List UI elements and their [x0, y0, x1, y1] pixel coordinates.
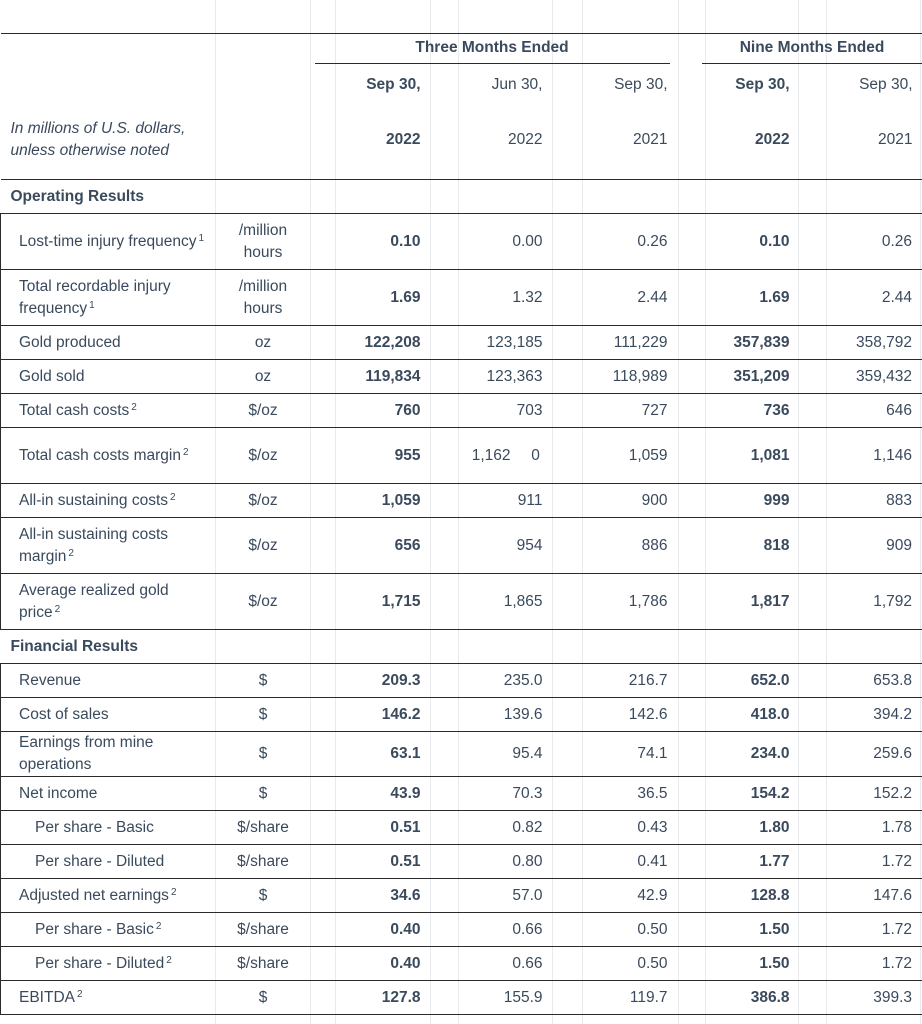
value: 886	[641, 536, 668, 554]
col-month-1: Sep 30,	[366, 75, 421, 93]
value: 656	[394, 536, 421, 554]
value-cell	[553, 732, 678, 777]
row-label-cell	[1, 574, 216, 630]
table-row	[1, 518, 922, 574]
value: 142.6	[628, 705, 668, 723]
row-label: Lost-time injury frequency	[19, 232, 197, 250]
value-cell	[311, 947, 431, 981]
row-unit: $/oz	[216, 518, 311, 574]
value-cell	[553, 394, 678, 428]
section-title: Operating Results	[1, 180, 922, 214]
value: 909	[886, 536, 913, 554]
value: 0.66	[512, 954, 543, 972]
value-cell	[678, 360, 800, 394]
table-row	[1, 326, 922, 360]
table-row	[1, 777, 922, 811]
value: 216.7	[628, 671, 668, 689]
value: 34.6	[390, 886, 421, 904]
row-label: Total recordable injury frequency	[19, 277, 171, 317]
value: 0.00	[512, 232, 543, 250]
value: 118,989	[612, 367, 668, 385]
value: 0.26	[881, 232, 913, 250]
value-cell	[311, 428, 431, 484]
row-label: Per share - Basic	[35, 818, 154, 836]
value: 1.72	[881, 954, 913, 972]
row-label-cell	[1, 518, 216, 574]
row-label-cell	[1, 777, 216, 811]
value: 646	[886, 401, 913, 419]
row-unit: $/oz	[216, 394, 311, 428]
value: 955	[394, 446, 421, 464]
value: 1,146	[873, 446, 913, 464]
value: 63.1	[390, 745, 421, 762]
row-unit: $/oz	[216, 484, 311, 518]
value: 399.3	[873, 988, 913, 1006]
value: 1,786	[628, 592, 668, 610]
header-month-row	[1, 68, 922, 102]
value: 0.82	[512, 818, 543, 836]
units-note: In millions of U.S. dollars, unless otherwise noted	[10, 120, 186, 160]
table-row	[1, 698, 922, 732]
value-cell	[678, 270, 800, 326]
row-unit: $/oz	[216, 428, 311, 484]
value-cell	[800, 574, 922, 630]
value-cell	[553, 428, 678, 484]
value: 74.1	[637, 745, 668, 762]
table-row	[1, 732, 922, 777]
value-cell	[678, 777, 800, 811]
value-cell	[678, 326, 800, 360]
col-year-5: 2021	[800, 102, 922, 180]
value-cell	[553, 698, 678, 732]
value: 111,229	[613, 333, 668, 351]
value: 0.41	[637, 852, 668, 870]
value-cell	[553, 518, 678, 574]
header-group-row	[1, 34, 922, 68]
table-row	[1, 913, 922, 947]
value-cell	[678, 879, 800, 913]
value-cell	[800, 484, 922, 518]
value-cell	[553, 360, 678, 394]
value: 154.2	[750, 784, 790, 802]
table-row	[1, 947, 922, 981]
value-cell	[431, 913, 553, 947]
value: 147.6	[873, 886, 913, 904]
footnote-ref: 2	[166, 954, 172, 966]
value-cell	[553, 326, 678, 360]
value: 1,162	[471, 446, 511, 464]
row-label-cell	[1, 845, 216, 879]
value-cell	[431, 879, 553, 913]
value-cell	[800, 879, 922, 913]
value-cell	[553, 879, 678, 913]
row-label-cell	[1, 270, 216, 326]
row-label: All-in sustaining costs	[19, 491, 169, 509]
value-cell	[311, 777, 431, 811]
value-cell	[431, 732, 553, 777]
value: 727	[641, 401, 668, 419]
value: 234.0	[750, 745, 790, 762]
row-label: Per share - Basic	[35, 920, 154, 938]
col-year-4: 2022	[678, 102, 800, 180]
value: 0.10	[390, 232, 421, 250]
value-cell	[311, 981, 431, 1015]
value-cell	[800, 360, 922, 394]
row-label: Adjusted net earnings	[19, 886, 169, 904]
value: 42.9	[637, 886, 668, 904]
row-label: All-in sustaining costs margin	[19, 525, 169, 565]
row-label-cell	[1, 913, 216, 947]
value: 357,839	[733, 333, 790, 351]
row-label-cell	[1, 698, 216, 732]
value: 36.5	[637, 784, 668, 802]
table-row	[1, 845, 922, 879]
cell-marker: 0	[531, 446, 540, 464]
table-row	[1, 394, 922, 428]
value: 1,792	[873, 592, 913, 610]
value: 0.80	[512, 852, 543, 870]
value-cell	[678, 394, 800, 428]
table-row	[1, 270, 922, 326]
value: 119,834	[365, 367, 421, 385]
value-cell	[678, 981, 800, 1015]
value-cell	[800, 326, 922, 360]
value: 2.44	[881, 288, 913, 306]
value: 1.72	[881, 852, 913, 870]
table-row	[1, 664, 922, 698]
value-cell	[311, 879, 431, 913]
table-row	[1, 574, 922, 630]
value-cell	[431, 777, 553, 811]
row-unit: $	[216, 698, 311, 732]
value-cell	[800, 394, 922, 428]
row-unit: $/share	[216, 947, 311, 981]
value-cell	[431, 845, 553, 879]
row-label: Total cash costs	[19, 401, 130, 419]
value-cell	[431, 981, 553, 1015]
value: 0.26	[637, 232, 668, 250]
value: 653.8	[873, 671, 913, 689]
row-label: Total cash costs margin	[19, 446, 181, 464]
value: 1,059	[628, 446, 668, 464]
row-unit: oz	[216, 326, 311, 360]
value: 139.6	[503, 705, 543, 723]
col-month-5: Sep 30,	[859, 75, 913, 93]
col-month-3: Sep 30,	[614, 75, 668, 93]
value-cell	[311, 326, 431, 360]
value: 386.8	[750, 988, 790, 1006]
value-cell	[800, 664, 922, 698]
value: 0.43	[637, 818, 668, 836]
value: 1,817	[750, 592, 790, 610]
row-label-cell	[1, 428, 216, 484]
value: 1,081	[750, 446, 790, 464]
value: 1.80	[759, 818, 790, 836]
value: 155.9	[503, 988, 543, 1006]
section-title: Financial Results	[1, 630, 922, 664]
value: 235.0	[503, 671, 543, 689]
value-cell	[311, 484, 431, 518]
value: 0.50	[637, 954, 668, 972]
col-month-2: Jun 30,	[491, 75, 543, 93]
value-cell	[431, 428, 553, 484]
value: 43.9	[390, 784, 421, 802]
three-months-header: Three Months Ended	[315, 37, 670, 64]
value-cell	[678, 428, 800, 484]
value-cell	[431, 811, 553, 845]
value-cell	[678, 698, 800, 732]
value: 0.50	[637, 920, 668, 938]
value: 418.0	[750, 705, 790, 723]
value-cell	[311, 574, 431, 630]
table-row	[1, 811, 922, 845]
value-cell	[678, 732, 800, 777]
value: 900	[641, 491, 668, 509]
value: 122,208	[364, 333, 421, 351]
row-label-cell	[1, 732, 216, 777]
value: 259.6	[873, 745, 913, 762]
value: 0.40	[390, 954, 421, 972]
row-label: Net income	[19, 784, 98, 802]
value: 2.44	[637, 288, 668, 306]
row-unit: $	[216, 981, 311, 1015]
value: 123,363	[486, 367, 543, 385]
row-label-cell	[1, 981, 216, 1015]
row-label: Per share - Diluted	[35, 852, 165, 870]
value-cell	[800, 732, 922, 777]
value: 999	[763, 491, 790, 509]
value-cell	[553, 270, 678, 326]
value-cell	[311, 394, 431, 428]
value-cell	[431, 518, 553, 574]
table-row	[1, 484, 922, 518]
value-cell	[800, 845, 922, 879]
row-unit: $	[216, 777, 311, 811]
table-row	[1, 981, 922, 1015]
row-label: Gold sold	[19, 367, 85, 385]
value-cell	[678, 913, 800, 947]
row-unit: $/share	[216, 845, 311, 879]
row-unit: $	[216, 732, 311, 777]
footnote-ref: 1	[89, 299, 95, 311]
value-cell	[678, 811, 800, 845]
value-cell	[311, 270, 431, 326]
col-month-4: Sep 30,	[735, 75, 790, 93]
value: 57.0	[512, 886, 543, 904]
value-cell	[431, 214, 553, 270]
value: 0.51	[390, 818, 421, 836]
value-cell	[431, 664, 553, 698]
value: 1.32	[512, 288, 543, 306]
value: 911	[517, 491, 543, 509]
value: 359,432	[856, 367, 913, 385]
footnote-ref: 2	[170, 886, 177, 898]
value: 351,209	[733, 367, 790, 385]
footnote-ref: 2	[131, 401, 137, 413]
row-label-cell	[1, 947, 216, 981]
value: 1,715	[381, 592, 421, 610]
col-year-1: 2022	[311, 102, 431, 180]
row-label: Average realized gold price	[19, 581, 169, 621]
value: 652.0	[750, 671, 790, 689]
footnote-ref: 1	[198, 232, 205, 244]
value-cell	[800, 270, 922, 326]
value-cell	[311, 214, 431, 270]
section-header-row	[1, 630, 922, 664]
value-cell	[678, 574, 800, 630]
value: 1.69	[759, 288, 790, 306]
value-cell	[431, 484, 553, 518]
value-cell	[431, 698, 553, 732]
table-row	[1, 879, 922, 913]
value: 209.3	[381, 671, 421, 689]
value-cell	[311, 360, 431, 394]
row-label-cell	[1, 360, 216, 394]
table-row	[1, 214, 922, 270]
value-cell	[311, 811, 431, 845]
value: 0.66	[512, 920, 543, 938]
value-cell	[553, 913, 678, 947]
value-cell	[553, 981, 678, 1015]
value: 1.78	[881, 818, 913, 836]
row-label-cell	[1, 326, 216, 360]
value: 703	[516, 401, 543, 419]
value-cell	[800, 811, 922, 845]
value-cell	[553, 947, 678, 981]
value: 1.72	[881, 920, 913, 938]
row-label: Cost of sales	[19, 705, 109, 723]
footnote-ref: 2	[68, 547, 74, 559]
value-cell	[800, 214, 922, 270]
nine-months-header: Nine Months Ended	[702, 37, 922, 64]
value: 358,792	[856, 333, 913, 351]
value: 0.10	[759, 232, 790, 250]
value-cell	[311, 845, 431, 879]
value-cell	[678, 664, 800, 698]
value-cell	[431, 326, 553, 360]
value: 123,185	[486, 333, 543, 351]
value-cell	[431, 574, 553, 630]
value: 95.4	[512, 745, 543, 762]
footnote-ref: 2	[76, 988, 83, 1000]
value-cell	[553, 845, 678, 879]
value: 128.8	[750, 886, 790, 904]
value-cell	[678, 518, 800, 574]
value: 1,865	[503, 592, 543, 610]
row-label: Per share - Diluted	[35, 954, 165, 972]
value-cell	[800, 698, 922, 732]
row-label-cell	[1, 664, 216, 698]
table-row	[1, 360, 922, 394]
value: 146.2	[381, 705, 421, 723]
value-cell	[678, 484, 800, 518]
header-year-row	[1, 102, 922, 180]
value: 760	[394, 401, 421, 419]
value-cell	[800, 981, 922, 1015]
value-cell	[553, 664, 678, 698]
row-label-cell	[1, 879, 216, 913]
footnote-ref: 2	[155, 920, 162, 932]
value-cell	[431, 947, 553, 981]
value: 954	[516, 536, 543, 554]
value: 1.77	[759, 852, 790, 870]
row-label-cell	[1, 214, 216, 270]
value-cell	[311, 664, 431, 698]
value-cell	[311, 732, 431, 777]
row-label: Earnings from mine operations	[19, 734, 154, 773]
row-label-cell	[1, 394, 216, 428]
value-cell	[553, 574, 678, 630]
value-cell	[800, 428, 922, 484]
value: 883	[886, 491, 913, 509]
row-unit: oz	[216, 360, 311, 394]
value-cell	[311, 698, 431, 732]
row-label-cell	[1, 484, 216, 518]
value: 119.7	[629, 988, 668, 1006]
value-cell	[678, 845, 800, 879]
value: 394.2	[873, 705, 913, 723]
value: 127.8	[381, 988, 421, 1006]
value: 818	[763, 536, 790, 554]
value-cell	[553, 214, 678, 270]
value-cell	[800, 777, 922, 811]
value: 152.2	[873, 784, 913, 802]
value-cell	[800, 518, 922, 574]
row-unit: $	[216, 664, 311, 698]
footnote-ref: 2	[170, 491, 176, 503]
row-unit: $/oz	[216, 574, 311, 630]
value: 1.50	[759, 920, 790, 938]
value-cell	[431, 360, 553, 394]
row-unit: /million hours	[216, 270, 311, 326]
value-cell	[431, 394, 553, 428]
value-cell	[553, 811, 678, 845]
row-label-cell	[1, 811, 216, 845]
value-cell	[553, 484, 678, 518]
value: 0.40	[390, 920, 421, 938]
value-cell	[311, 913, 431, 947]
value: 70.3	[512, 784, 543, 802]
col-year-3: 2021	[553, 102, 678, 180]
col-year-2: 2022	[431, 102, 553, 180]
value: 1.50	[759, 954, 790, 972]
table-row	[1, 428, 922, 484]
value-cell	[311, 518, 431, 574]
value-cell	[800, 947, 922, 981]
row-label: EBITDA	[19, 988, 75, 1006]
row-unit: /million hours	[216, 214, 311, 270]
row-unit: $	[216, 879, 311, 913]
row-unit: $/share	[216, 913, 311, 947]
value-cell	[678, 214, 800, 270]
value-cell	[431, 270, 553, 326]
section-header-row	[1, 180, 922, 214]
footnote-ref: 2	[54, 603, 61, 615]
row-label: Revenue	[19, 671, 82, 689]
footnote-ref: 2	[182, 446, 189, 458]
value-cell	[678, 947, 800, 981]
value: 736	[763, 401, 790, 419]
value: 0.51	[390, 852, 421, 870]
row-label: Gold produced	[19, 333, 121, 351]
row-unit: $/share	[216, 811, 311, 845]
financial-results-table	[0, 33, 922, 1015]
value: 1.69	[390, 288, 421, 306]
value-cell	[553, 777, 678, 811]
value-cell	[800, 913, 922, 947]
value: 1,059	[381, 491, 421, 509]
